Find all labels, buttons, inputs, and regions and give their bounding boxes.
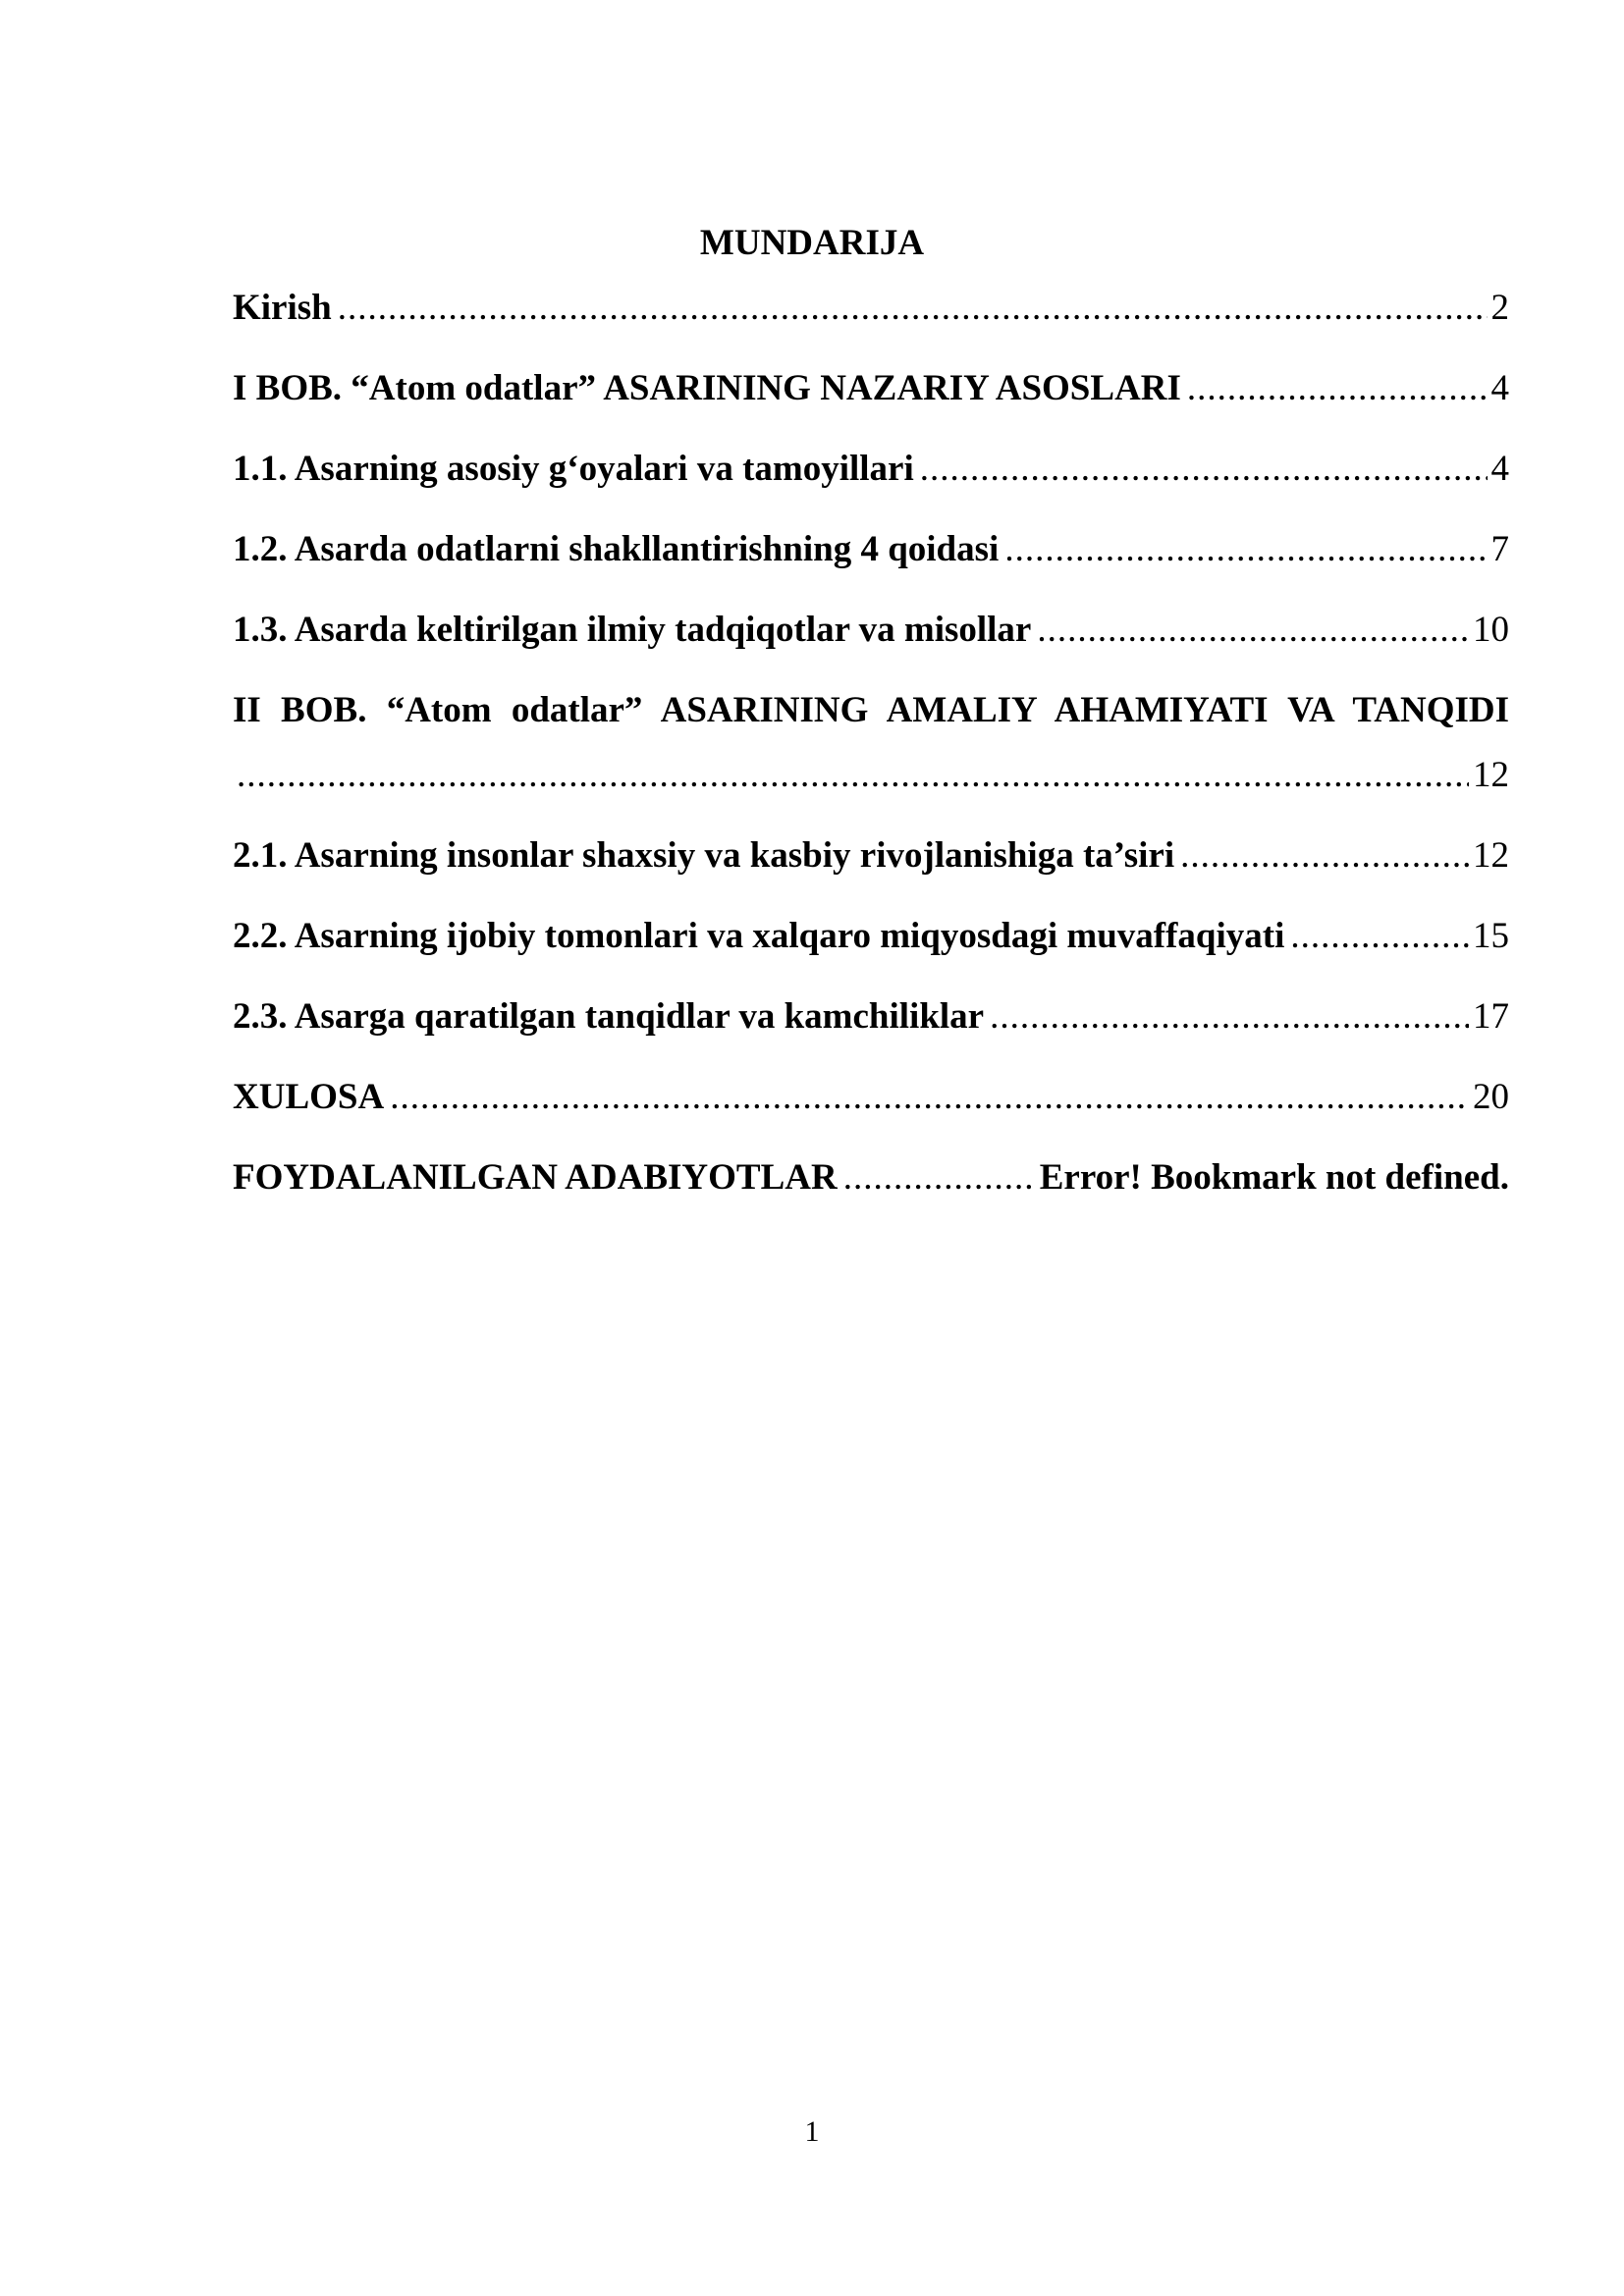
toc-entry-chapter-2[interactable] bbox=[233, 689, 1509, 732]
toc-entry-section-2-1[interactable] bbox=[233, 834, 1509, 878]
dot-leader bbox=[1180, 834, 1469, 878]
dot-leader bbox=[1037, 609, 1469, 652]
toc-entry-page: 17 bbox=[1473, 996, 1509, 1037]
toc-entry-label: 2.3. Asarga qaratilgan tanqidlar va kamchiliklar bbox=[233, 996, 985, 1037]
toc-entry-label: 1.3. Asarda keltirilgan ilmiy tadqiqotlar va misollar bbox=[233, 610, 1032, 650]
toc-entry-section-2-2[interactable] bbox=[233, 915, 1509, 958]
toc-entry-page: 4 bbox=[1490, 368, 1509, 408]
toc-entry-page: 7 bbox=[1490, 529, 1509, 569]
toc-entry-section-2-3[interactable] bbox=[233, 995, 1509, 1039]
dot-leader bbox=[1290, 915, 1469, 958]
toc-entry-label: 2.2. Asarning ijobiy tomonlari va xalqaro miqyosdagi muvaffaqiyati bbox=[233, 916, 1285, 956]
toc-entry-page: 12 bbox=[1473, 835, 1509, 876]
dot-leader bbox=[920, 448, 1488, 491]
toc-entry-page: 12 bbox=[1473, 755, 1509, 795]
toc-entry-section-1-1[interactable] bbox=[233, 448, 1509, 491]
dot-leader bbox=[843, 1156, 1036, 1200]
toc-entry-page: 4 bbox=[1490, 449, 1509, 489]
toc-entry-label: II BOB. “Atom odatlar” ASARINING AMALIY AHAMIYATI VA TANQIDI bbox=[233, 690, 1509, 730]
toc-entry-page: 15 bbox=[1473, 916, 1509, 956]
toc-entry-page-error: Error! Bookmark not defined. bbox=[1039, 1157, 1509, 1198]
toc-entry-references[interactable] bbox=[233, 1156, 1509, 1200]
toc-entry-page: 10 bbox=[1473, 610, 1509, 650]
toc-entry-label: I BOB. “Atom odatlar” ASARINING NAZARIY ASOSLARI bbox=[233, 368, 1181, 408]
toc-entry-label: XULOSA bbox=[233, 1077, 385, 1117]
toc-title: MUNDARIJA bbox=[699, 223, 925, 263]
toc-entry-section-1-2[interactable] bbox=[233, 528, 1509, 571]
toc-entry-label: 1.1. Asarning asosiy g‘oyalari va tamoyillari bbox=[233, 449, 914, 489]
toc-entry-section-1-3[interactable] bbox=[233, 609, 1509, 652]
toc-entry-kirish[interactable] bbox=[233, 287, 1509, 330]
toc-entry-label: FOYDALANILGAN ADABIYOTLAR bbox=[233, 1157, 838, 1198]
toc-entry-label: 2.1. Asarning insonlar shaxsiy va kasbiy rivojlanishiga ta’siri bbox=[233, 835, 1175, 876]
toc-entry-label: 1.2. Asarda odatlarni shakllantirishning 4 qoidasi bbox=[233, 529, 1000, 569]
toc-entry-chapter-1[interactable] bbox=[233, 367, 1509, 410]
dot-leader bbox=[338, 287, 1488, 330]
toc-entry-label: Kirish bbox=[233, 288, 332, 328]
dot-leader bbox=[237, 754, 1469, 797]
toc-entry-chapter-2-leader[interactable] bbox=[233, 754, 1509, 797]
dot-leader bbox=[990, 995, 1469, 1039]
toc-entry-conclusion[interactable] bbox=[233, 1076, 1509, 1119]
toc-entry-page: 20 bbox=[1473, 1077, 1509, 1117]
page-number: 1 bbox=[804, 2115, 820, 2148]
dot-leader bbox=[390, 1076, 1469, 1119]
toc-entry-page: 2 bbox=[1490, 288, 1509, 328]
dot-leader bbox=[1004, 528, 1487, 571]
dot-leader bbox=[1187, 367, 1488, 410]
